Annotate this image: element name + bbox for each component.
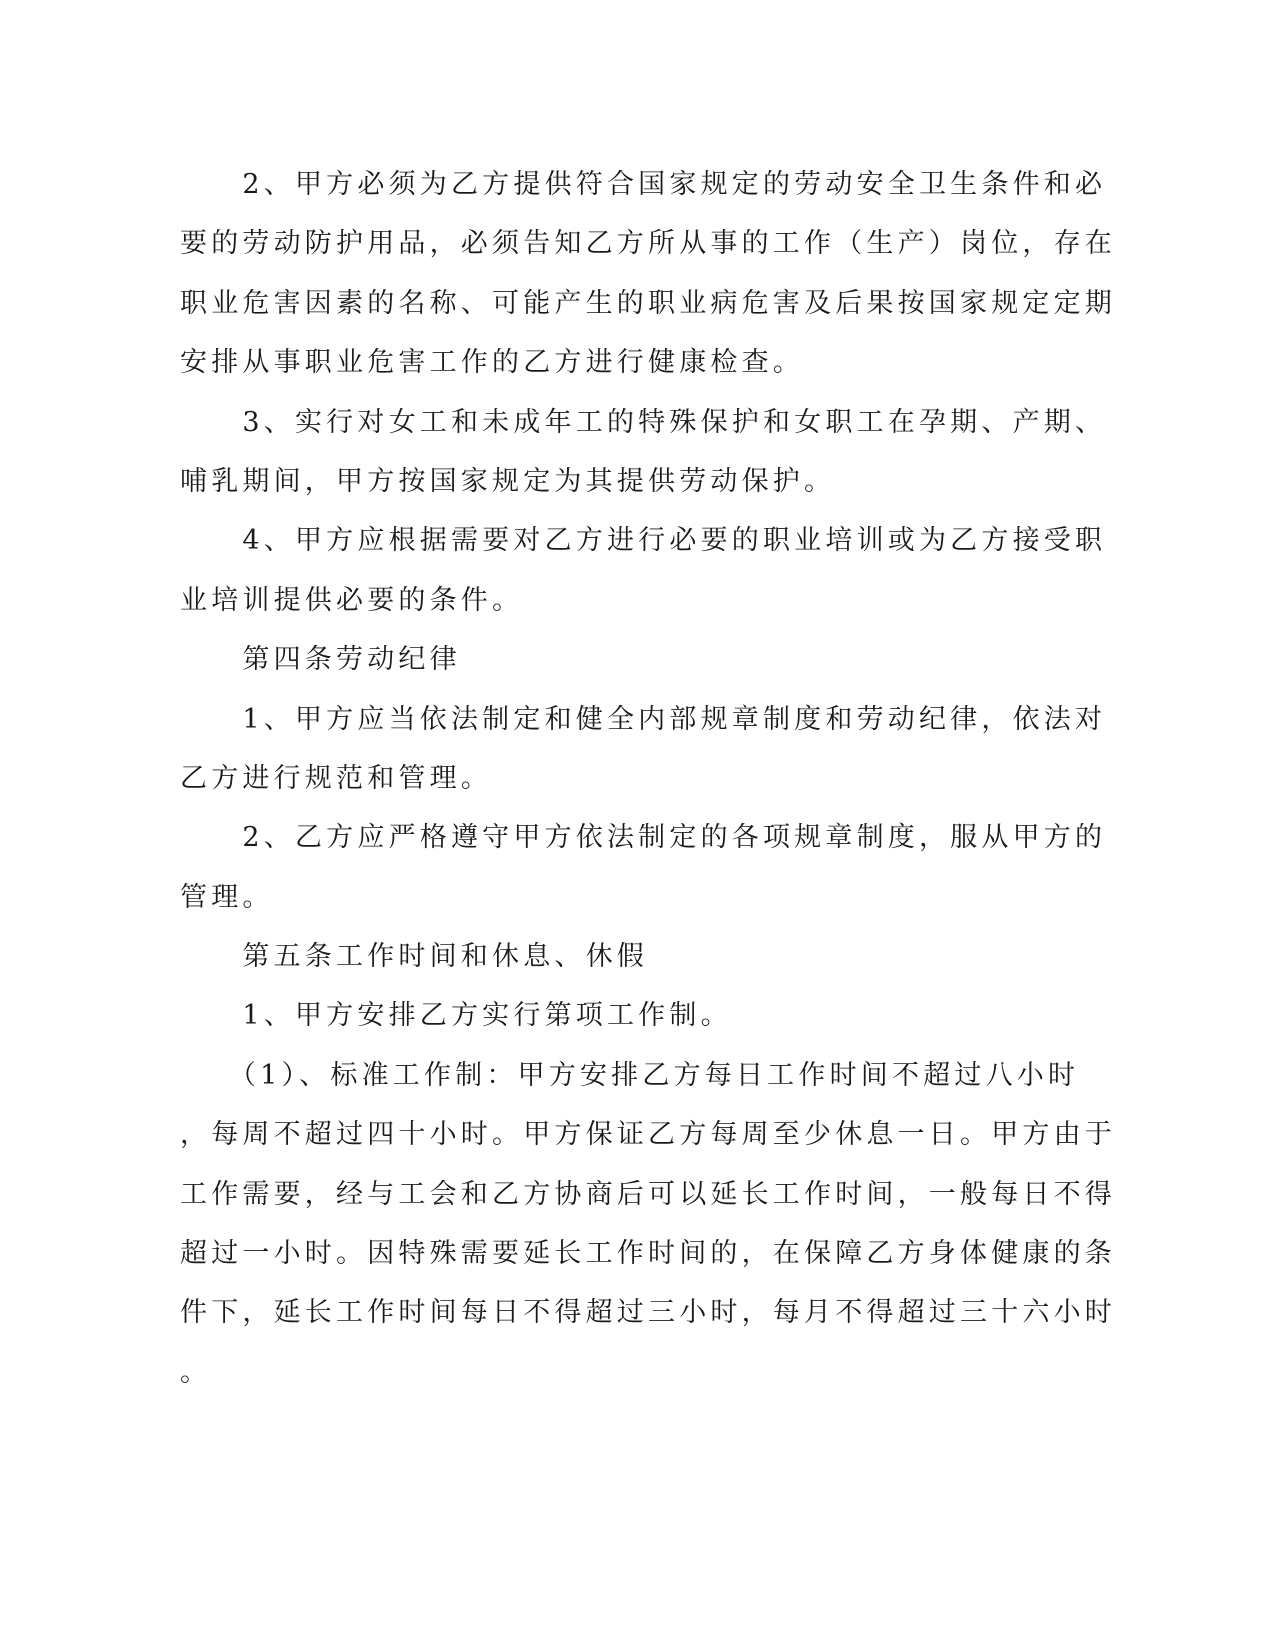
text-line: 件下，延长工作时间每日不得超过三小时，每月不得超过三十六小时 — [180, 1297, 1116, 1329]
section-heading: 第四条劳动纪律 — [180, 644, 461, 676]
text-line: 3、实行对女工和未成年工的特殊保护和女职工在孕期、产期、 — [180, 406, 1107, 438]
text-line: 乙方进行规范和管理。 — [180, 762, 492, 794]
text-line: 工作需要，经与工会和乙方协商后可以延长工作时间，一般每日不得 — [180, 1178, 1116, 1210]
text-line: 1、甲方安排乙方实行第项工作制。 — [180, 1000, 732, 1032]
section-heading: 第五条工作时间和休息、休假 — [180, 941, 648, 973]
text-line: ，每周不超过四十小时。甲方保证乙方每周至少休息一日。甲方由于 — [180, 1119, 1116, 1151]
text-line: 2、甲方必须为乙方提供符合国家规定的劳动安全卫生条件和必 — [180, 169, 1107, 200]
text-line: 职业危害因素的名称、可能产生的职业病危害及后果按国家规定定期 — [180, 287, 1116, 319]
text-line: 。 — [180, 1356, 212, 1388]
text-line: 4、甲方应根据需要对乙方进行必要的职业培训或为乙方接受职 — [180, 525, 1107, 557]
text-line: 2、乙方应严格遵守甲方依法制定的各项规章制度，服从甲方的 — [180, 822, 1107, 854]
text-line: 业培训提供必要的条件。 — [180, 584, 524, 616]
document-body — [180, 155, 1116, 1402]
text-line: 安排从事职业危害工作的乙方进行健康检查。 — [180, 347, 804, 379]
text-line: 超过一小时。因特殊需要延长工作时间的，在保障乙方身体健康的条 — [180, 1238, 1116, 1270]
text-line: 管理。 — [180, 881, 274, 913]
text-line: （1）、标准工作制：甲方安排乙方每日工作时间不超过八小时 — [180, 1059, 1080, 1091]
text-line: 哺乳期间，甲方按国家规定为其提供劳动保护。 — [180, 465, 836, 497]
text-line: 要的劳动防护用品，必须告知乙方所从事的工作（生产）岗位，存在 — [180, 228, 1116, 260]
text-line: 1、甲方应当依法制定和健全内部规章制度和劳动纪律，依法对 — [180, 703, 1107, 735]
